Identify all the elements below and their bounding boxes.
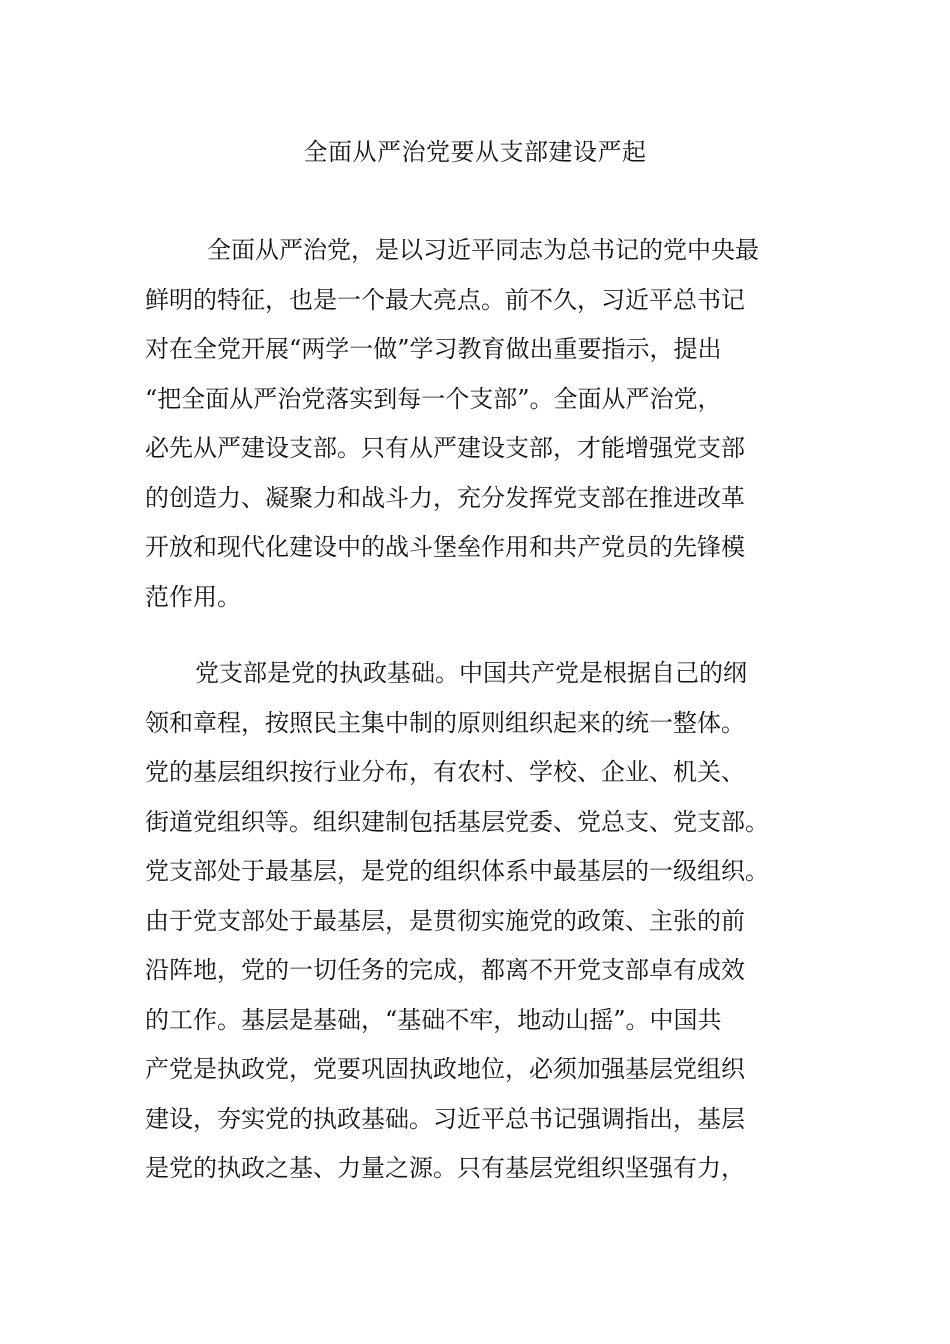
paragraph-line: “把全面从严治党落实到每一个支部”。全面从严治党，	[145, 384, 722, 413]
paragraph-line: 范作用。	[145, 582, 241, 611]
paragraph-line: 党的基层组织按行业分布，有农村、学校、企业、机关、	[145, 758, 745, 786]
paragraph-line: 全面从严治党，是以习近平同志为总书记的党中央最	[207, 236, 759, 264]
paragraph-line: 由于党支部处于最基层，是贯彻实施党的政策、主张的前	[145, 906, 745, 935]
paragraph-line: 领和章程，按照民主集中制的原则组织起来的统一整体。	[145, 708, 745, 737]
paragraph-line: 建设，夯实党的执政基础。习近平总书记强调指出，基层	[145, 1104, 745, 1133]
paragraph-line: 的工作。基层是基础，“基础不牢，地动山摇”。中国共	[145, 1005, 722, 1034]
paragraph-line: 的创造力、凝聚力和战斗力，充分发挥党支部在推进改革	[145, 483, 745, 512]
paragraph-line: 党支部是党的执政基础。中国共产党是根据自己的纲	[195, 659, 747, 687]
document-title: 全面从严治党要从支部建设严起	[303, 138, 647, 166]
paragraph-line: 鲜明的特征，也是一个最大亮点。前不久，习近平总书记	[145, 285, 745, 314]
paragraph-line: 沿阵地，党的一切任务的完成，都离不开党支部卓有成效	[145, 956, 745, 984]
paragraph-line: 产党是执政党，党要巩固执政地位，必须加强基层党组织	[145, 1055, 745, 1083]
paragraph-1	[145, 226, 810, 622]
paragraph-line: 必先从严建设支部。只有从严建设支部，才能增强党支部	[145, 434, 745, 462]
paragraph-line: 对在全党开展“两学一做”学习教育做出重要指示，提出	[145, 335, 722, 363]
paragraph-line: 街道党组织等。组织建制包括基层党委、党总支、党支部。	[145, 807, 769, 836]
paragraph-line: 党支部处于最基层，是党的组织体系中最基层的一级组织。	[145, 857, 769, 885]
paragraph-line: 是党的执政之基、力量之源。只有基层党组织坚强有力，	[145, 1154, 745, 1182]
paragraph-line: 开放和现代化建设中的战斗堡垒作用和共产党员的先锋模	[145, 533, 745, 561]
paragraph-2	[145, 649, 810, 1194]
